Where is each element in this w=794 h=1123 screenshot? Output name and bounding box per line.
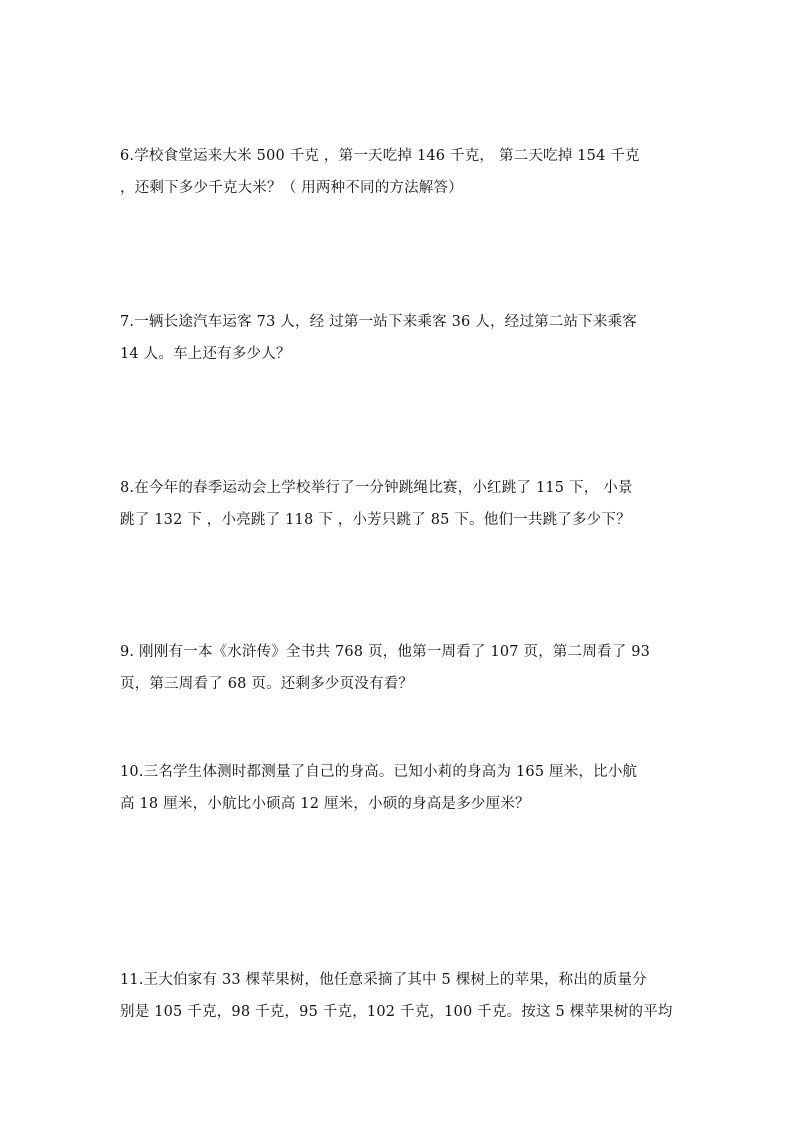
question-9	[120, 636, 676, 700]
question-7-line-2: 14 人。车上还有多少人？	[120, 346, 291, 362]
question-11	[120, 964, 676, 1028]
question-6-line-2: ，还剩下多少千克大米？（ 用两种不同的方法解答）	[120, 180, 463, 196]
question-8-line-1: 8.在今年的春季运动会上学校举行了一分钟跳绳比赛，小红跳了 115 下， 小景	[120, 480, 633, 496]
question-11-line-2: 别是 105 千克，98 千克，95 千克，102 千克，100 千克。按这 5 棵苹果树的平均	[120, 1004, 673, 1020]
question-10	[120, 756, 676, 820]
question-7	[120, 306, 676, 370]
question-10-line-1: 10.三名学生体测时都测量了自己的身高。已知小莉的身高为 165 厘米，比小航	[120, 764, 638, 780]
question-8-line-2: 跳了 132 下 ，小亮跳了 118 下 ，小芳只跳了 85 下。他们一共跳了多少下？	[120, 512, 631, 528]
question-8	[120, 472, 676, 536]
question-11-line-1: 11.王大伯家有 33 棵苹果树，他任意采摘了其中 5 棵树上的苹果，称出的质量分	[120, 972, 647, 988]
question-6	[120, 140, 676, 204]
question-7-line-1: 7.一辆长途汽车运客 73 人，经 过第一站下来乘客 36 人，经过第二站下来乘客	[120, 314, 637, 330]
question-10-line-2: 高 18 厘米，小航比小硕高 12 厘米，小硕的身高是多少厘米？	[120, 796, 530, 812]
question-9-line-1: 9. 刚刚有一本《水浒传》全书共 768 页，他第一周看了 107 页，第二周看了 93	[120, 644, 651, 660]
question-9-line-2: 页，第三周看了 68 页。还剩多少页没有看？	[120, 676, 414, 692]
question-6-line-1: 6.学校食堂运来大米 500 千克 ，第一天吃掉 146 千克， 第二天吃掉 154 千克	[120, 148, 640, 164]
